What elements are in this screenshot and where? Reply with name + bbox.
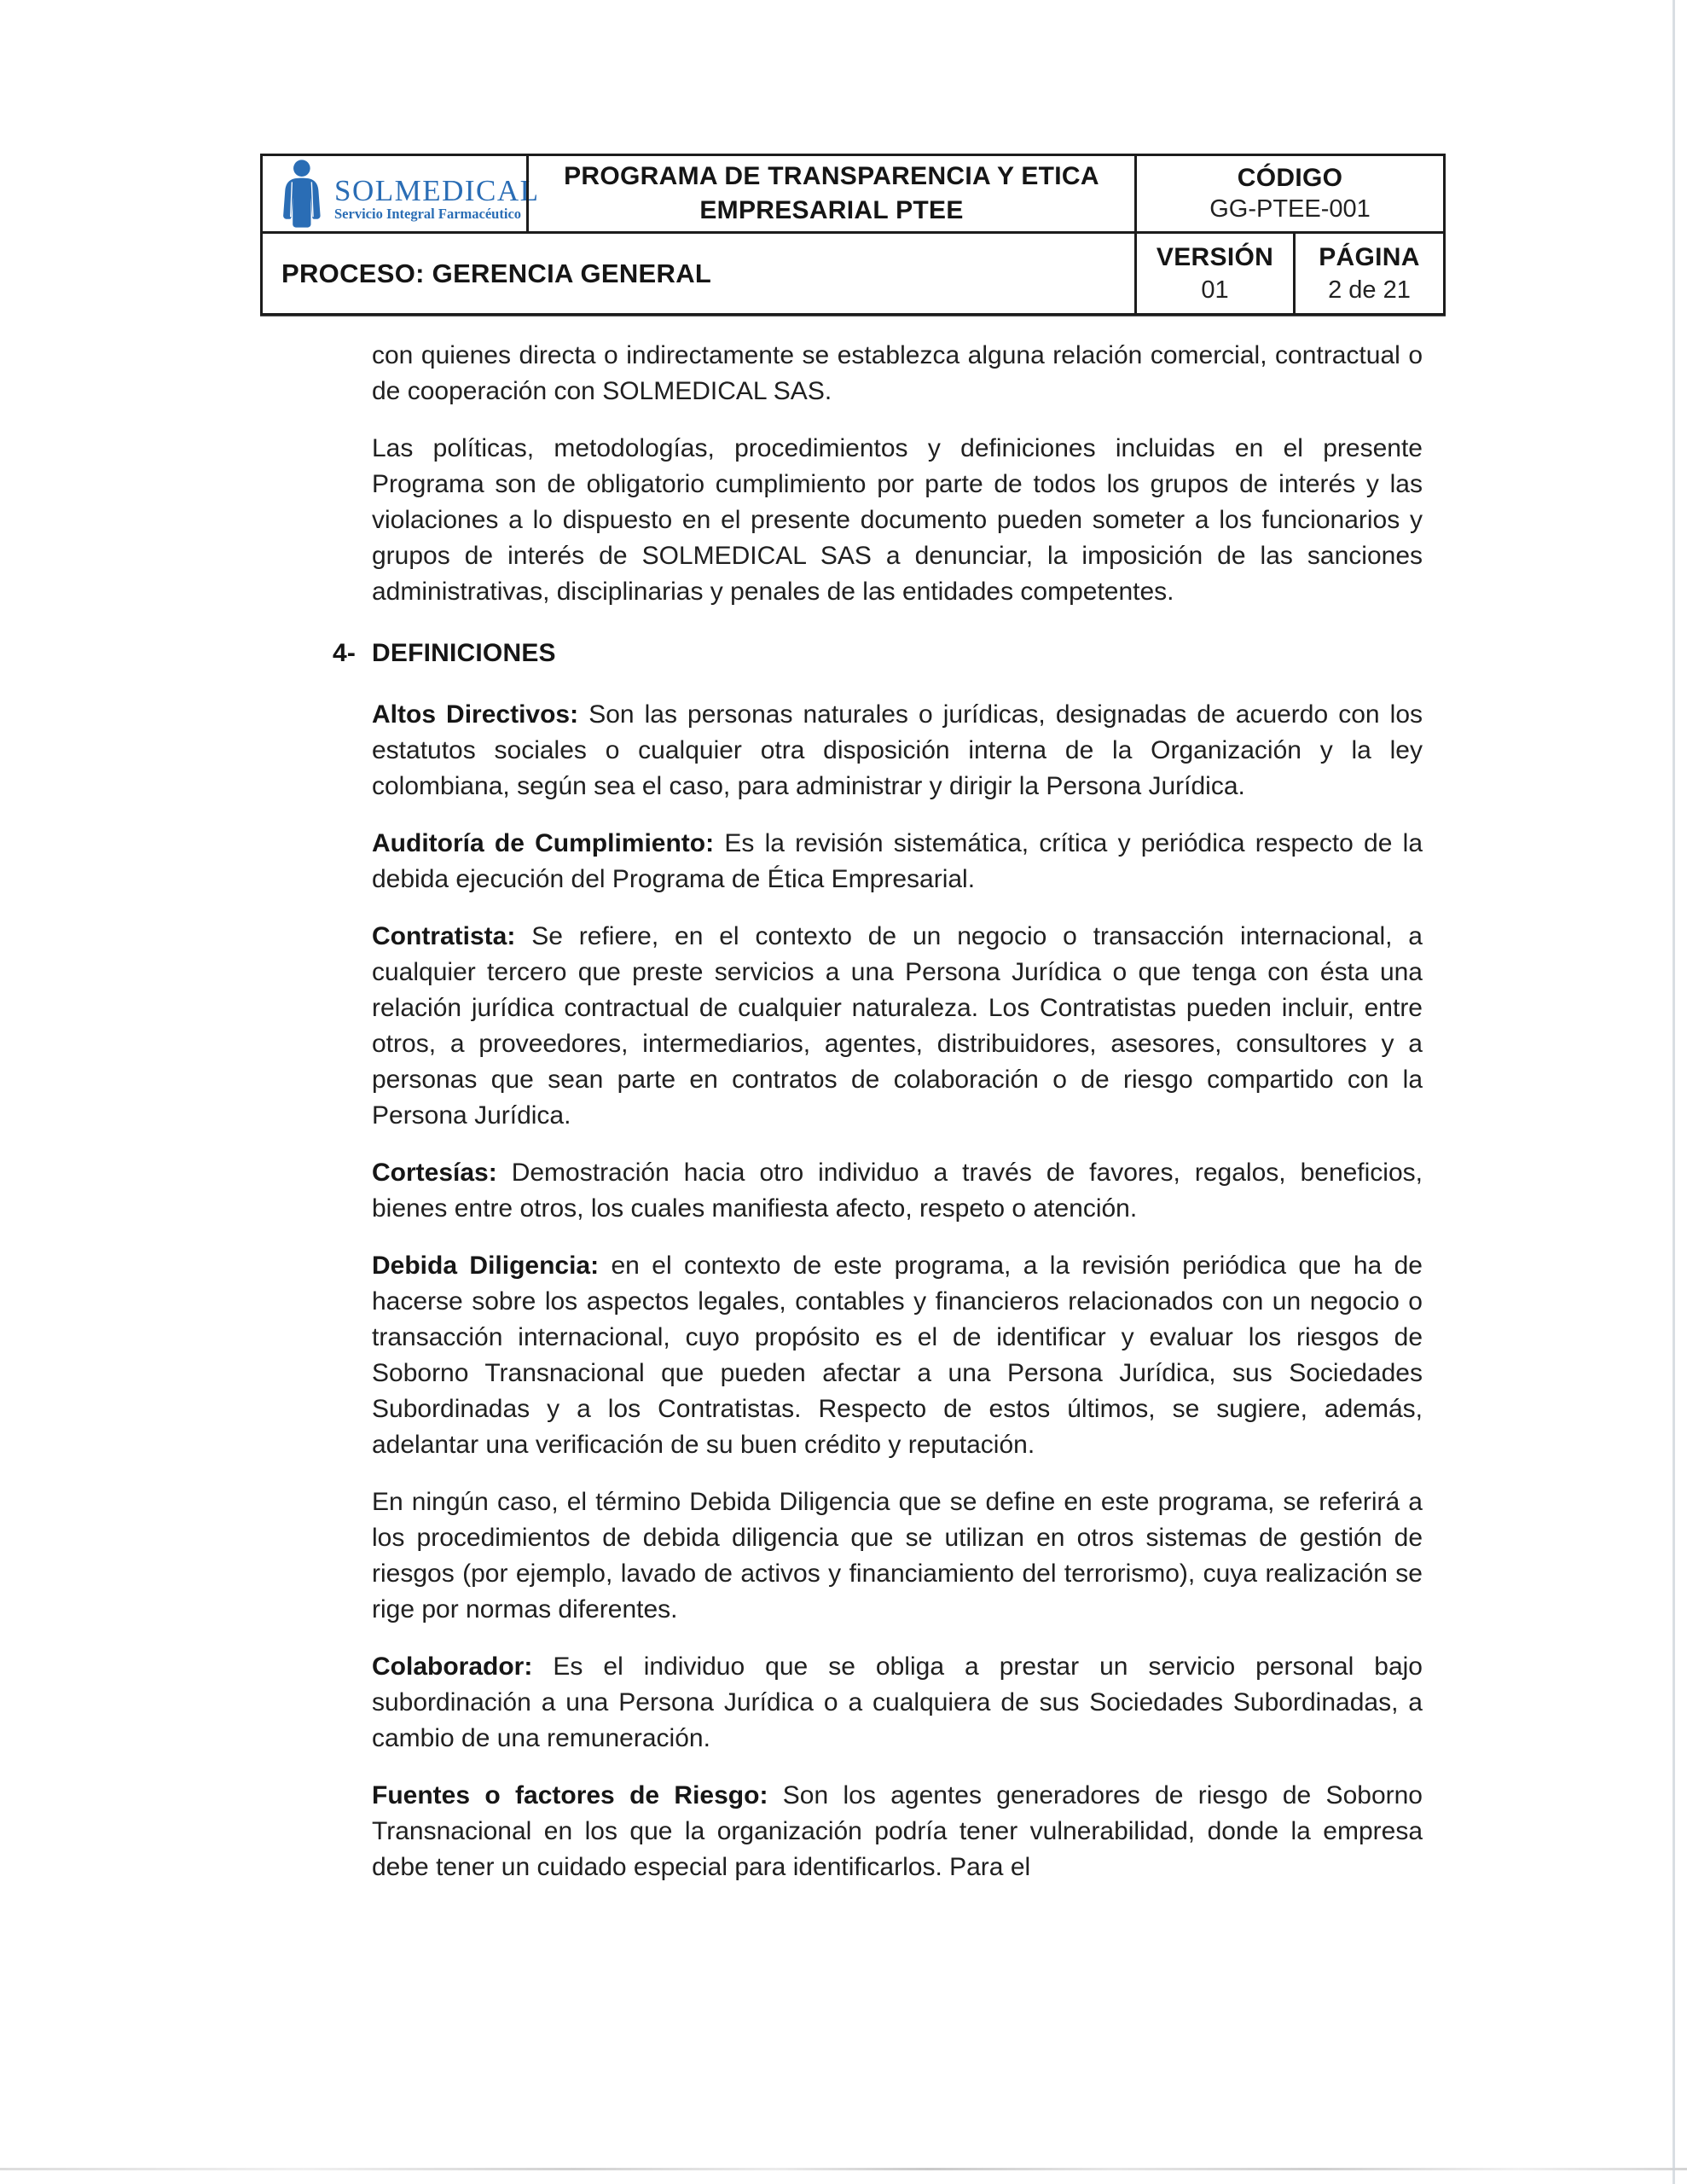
scan-artifact-right-edge <box>1673 0 1675 2184</box>
definition-auditoria-cumplimiento <box>372 826 1423 897</box>
version-cell <box>1134 231 1293 313</box>
proceso-text: PROCESO: GERENCIA GENERAL <box>281 258 712 288</box>
definition-term: Debida Diligencia: <box>372 1252 600 1280</box>
paragraph-text: con quienes directa o indirectamente se establezca alguna relación comercial, contractual o de cooperación con SOLMEDICAL SAS. <box>372 341 1423 405</box>
section-number: 4- <box>333 639 357 667</box>
definition-text: En ningún caso, el término Debida Diligencia que se define en este programa, se referirá a los procedimientos de debida diligencia que se utilizan en otros sistemas de gestión de riesgos (por ejemplo, lavado de activos y financiamiento del terrorismo), cuya realización se rige por normas diferentes. <box>372 1488 1423 1623</box>
scan-artifact-bottom-line <box>0 2168 1687 2170</box>
document-title-cell <box>526 156 1134 231</box>
logo-cell <box>263 156 540 231</box>
definition-term: Contratista: <box>372 922 516 950</box>
definition-altos-directivos <box>372 697 1423 804</box>
paragraph-debida-diligencia-note <box>372 1484 1423 1628</box>
definition-term: Altos Directivos: <box>372 700 579 729</box>
document-header-table <box>260 154 1446 316</box>
definition-text: Es la revisión sistemática, crítica y periódica respecto de la debida ejecución del Programa de Ética Empresarial. <box>372 829 1423 893</box>
definition-colaborador <box>372 1649 1423 1757</box>
definition-contratista <box>372 919 1423 1134</box>
section-title: DEFINICIONES <box>372 639 556 667</box>
definition-term: Cortesías: <box>372 1159 497 1187</box>
logo-text <box>334 174 540 228</box>
codigo-cell <box>1134 156 1443 231</box>
definition-text: Son las personas naturales o jurídicas, designadas de acuerdo con los estatutos sociales o cualquier otra disposición interna de la Organización y la ley colombiana, según sea el caso, para administrar y dirigir la Persona Jurídica. <box>372 700 1423 800</box>
definition-term: Colaborador: <box>372 1653 533 1681</box>
paragraph-intro-1 <box>372 338 1423 410</box>
document-body <box>333 338 1423 1885</box>
codigo-label: CÓDIGO <box>1237 164 1343 192</box>
definition-text: en el contexto de este programa, a la revisión periódica que ha de hacerse sobre los aspectos legales, contables y financieros relacionados con un negocio o transacción internacional, cuyo propósito es el de identificar y evaluar los riesgos de Soborno Transnacional que pueden afectar a una Persona Jurídica, sus Sociedades Subordinadas y a los Contratistas. Respecto de estos últimos, se sugiere, además, adelantar una verificación de su buen crédito y reputación. <box>372 1252 1423 1459</box>
definition-fuentes-factores-riesgo <box>372 1778 1423 1885</box>
definition-text: Es el individuo que se obliga a prestar un servicio personal bajo subordinación a una Persona Jurídica o a cualquiera de sus Sociedades Subordinadas, a cambio de una remuneración. <box>372 1653 1423 1752</box>
solmedical-logo <box>275 160 540 228</box>
version-value: 01 <box>1201 276 1229 304</box>
pagina-label: PÁGINA <box>1319 242 1420 271</box>
paragraph-text: Las políticas, metodologías, procedimientos y definiciones incluidas en el presente Programa son de obligatorio cumplimiento por parte de todos los grupos de interés y las violaciones a lo dispuesto en el presente documento pueden someter a los funcionarios y grupos de interés de SOLMEDICAL SAS a denunciar, la imposición de las sanciones administrativas, disciplinarias y penales de las entidades competentes. <box>372 434 1423 606</box>
pagina-cell <box>1293 231 1443 313</box>
definition-text: Demostración hacia otro individuo a través de favores, regalos, beneficios, bienes entre otros, los cuales manifiesta afecto, respeto o atención. <box>372 1159 1423 1223</box>
logo-name: SOLMEDICAL <box>334 174 540 207</box>
logo-tagline: Servicio Integral Farmacéutico <box>334 206 522 222</box>
person-icon <box>275 160 328 228</box>
definition-cortesias <box>372 1155 1423 1227</box>
proceso-cell <box>263 231 1134 313</box>
codigo-value: GG-PTEE-001 <box>1209 195 1371 223</box>
section-heading-definiciones <box>333 636 1423 671</box>
pagina-value: 2 de 21 <box>1328 276 1411 304</box>
definition-text: Se refiere, en el contexto de un negocio o transacción internacional, a cualquier tercero que preste servicios a una Persona Jurídica o que tenga con ésta una relación jurídica contractual de cualquier naturaleza. Los Contratistas pueden incluir, entre otros, a proveedores, intermediarios, agentes, distribuidores, asesores, consultores y a personas que sean parte en contratos de colaboración o de riesgo compartido con la Persona Jurídica. <box>372 922 1423 1130</box>
definition-term: Fuentes o factores de Riesgo: <box>372 1781 768 1809</box>
version-label: VERSIÓN <box>1156 242 1274 271</box>
paragraph-intro-2 <box>372 431 1423 610</box>
definition-debida-diligencia <box>372 1248 1423 1463</box>
definition-text: Son los agentes generadores de riesgo de Soborno Transnacional en los que la organización podría tener vulnerabilidad, donde la empresa debe tener un cuidado especial para identificarlos. Para el <box>372 1781 1423 1881</box>
document-title-line2: EMPRESARIAL PTEE <box>699 196 964 224</box>
document-title-line1: PROGRAMA DE TRANSPARENCIA Y ETICA <box>564 162 1099 190</box>
definition-term: Auditoría de Cumplimiento: <box>372 829 715 857</box>
